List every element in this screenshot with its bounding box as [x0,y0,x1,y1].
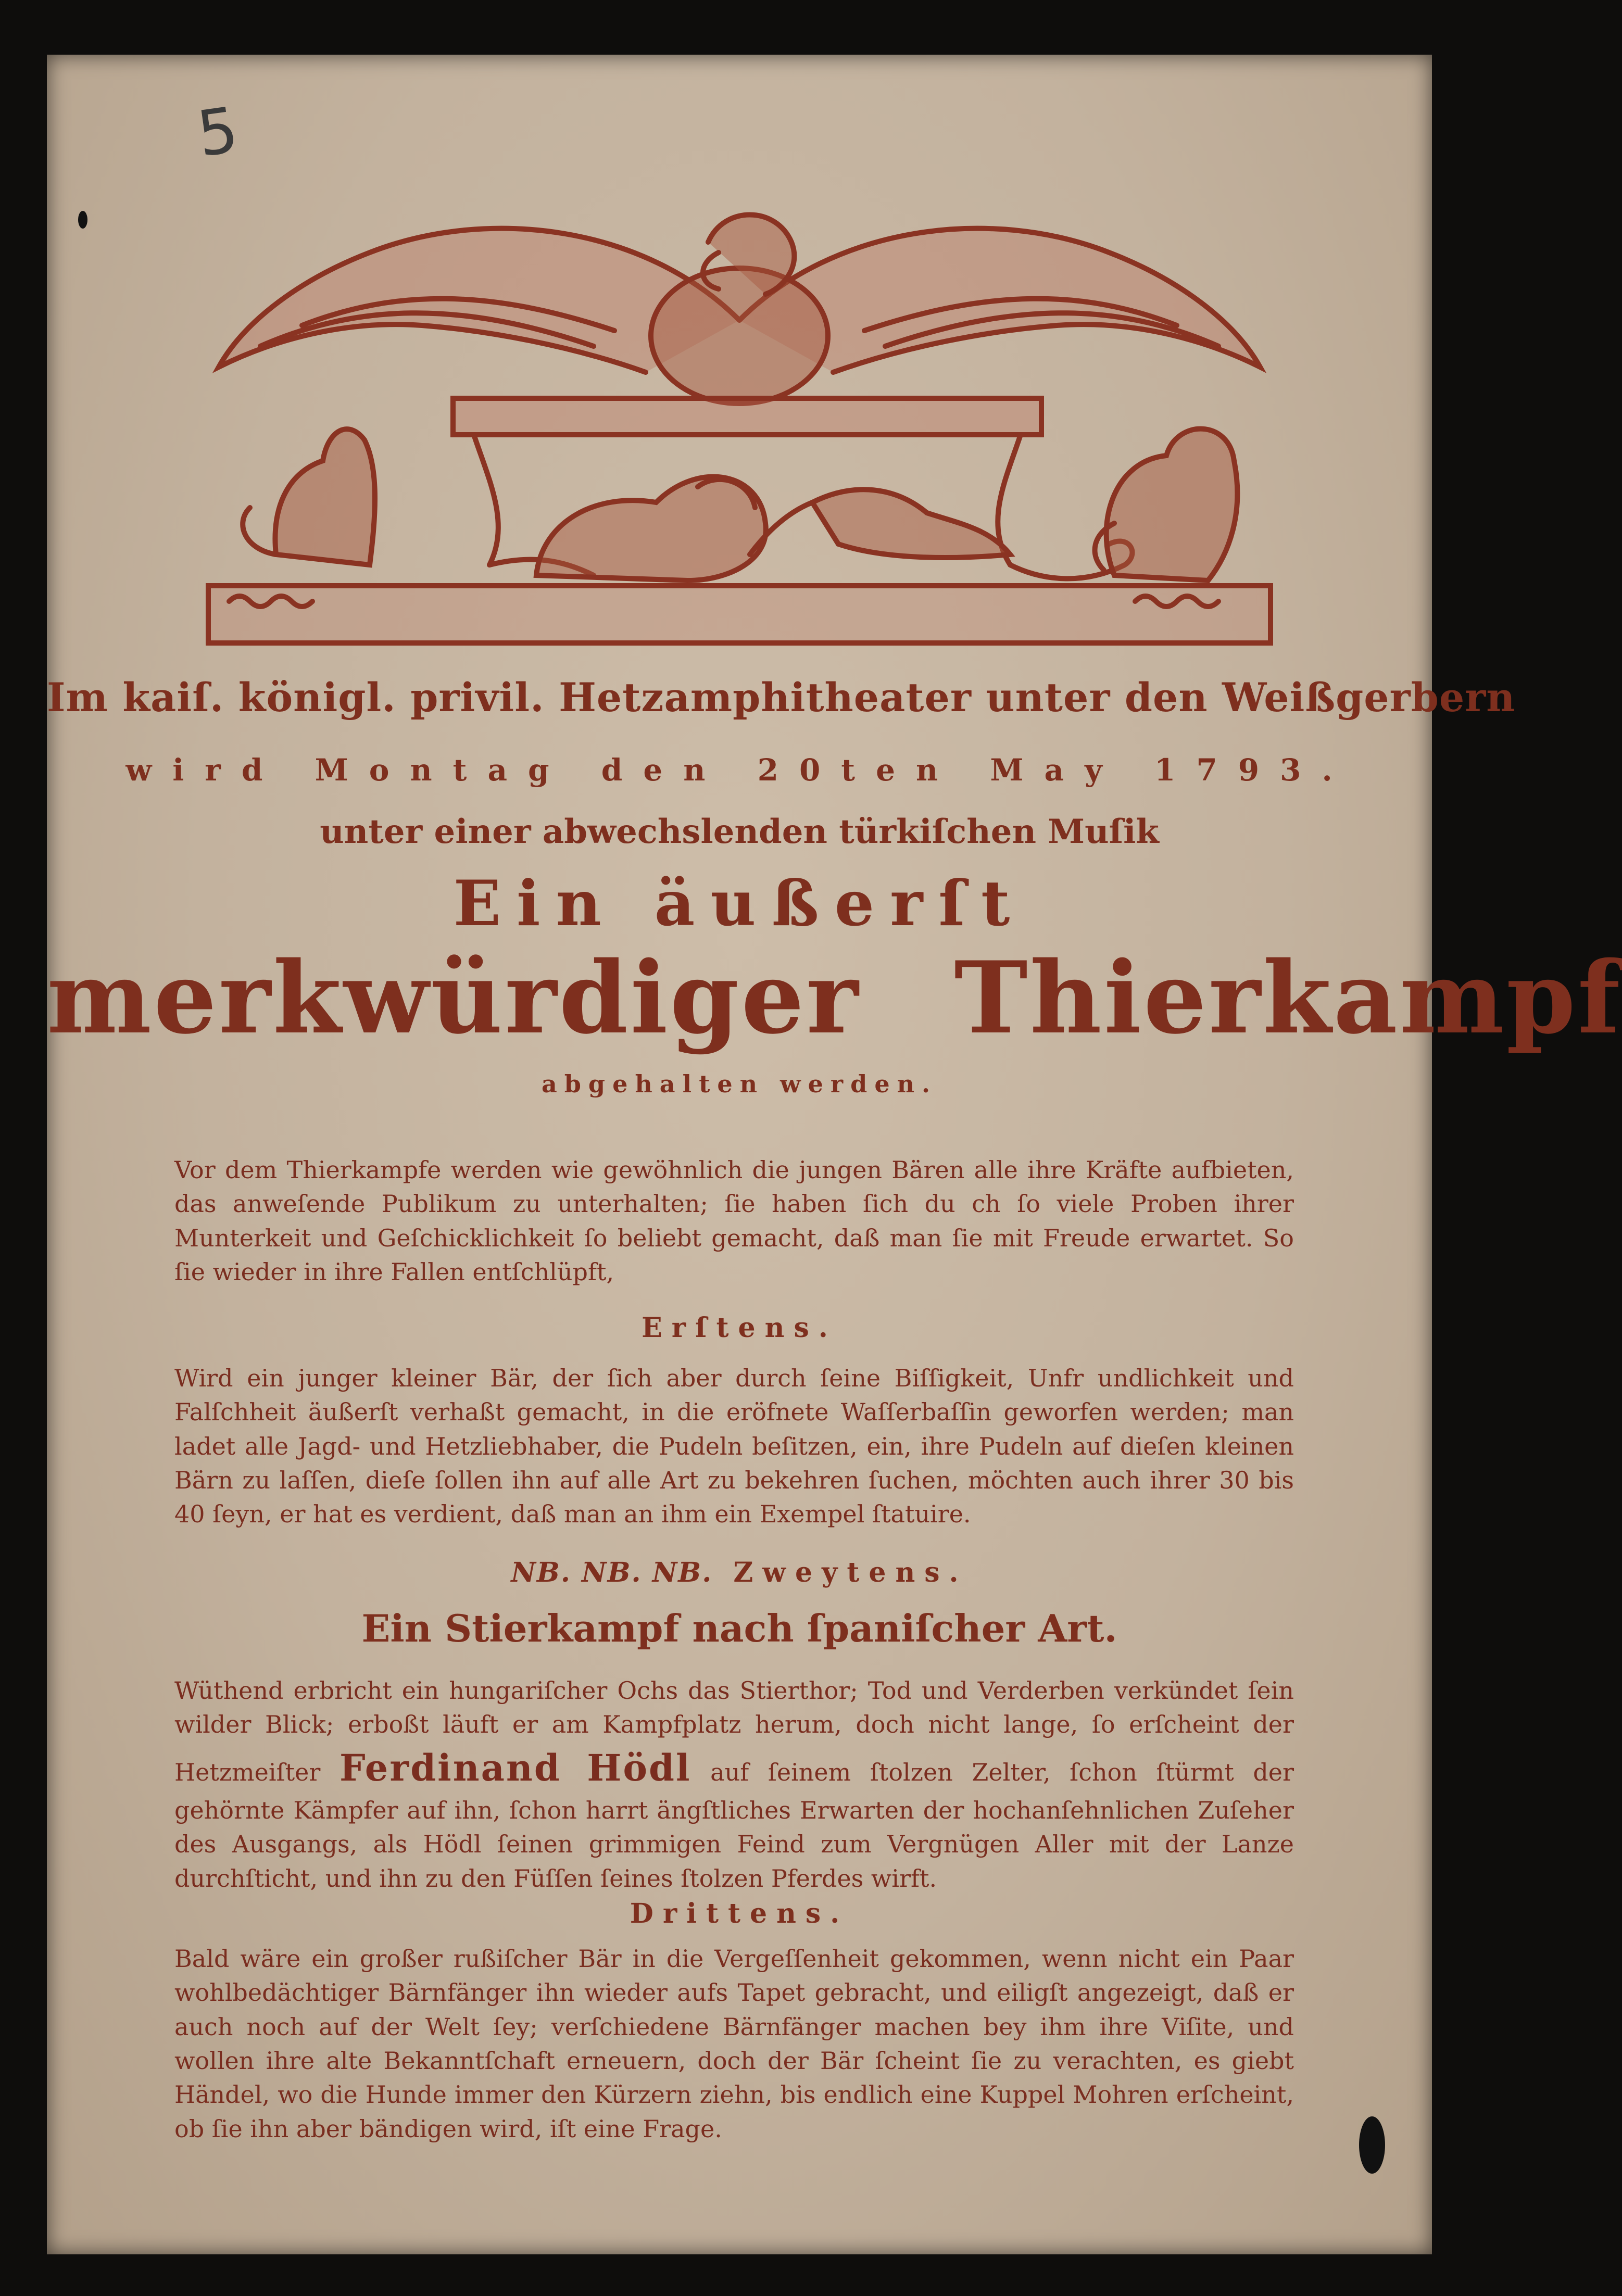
section-2-text-after: auf ſeinem ſtolzen Zelter, ſchon ſtürmt der gehörnte Kämpfer auf ihn, ſchon harrt ängſtliches Erwarten der hochanſehnlichen Zuſeher des Ausgangs, als Hödl ſeinen grimmigen Feind zum Vergnügen Aller mit der Lanze durchſticht, und ihn zu den Füſſen ſeines ſtolzen Pferdes wirft. [174,1758,1294,1893]
ink-blot [1359,2116,1385,2174]
woodcut-eagle-and-animals [198,148,1281,669]
section-2-subtitle: Ein Stierkampf nach ſpaniſcher Art. [361,1606,1117,1650]
heading-date: wird Montag den 20ten May 1793. [125,752,1353,788]
folio-number: 5 [193,94,243,171]
section-1-title: Erſtens. [642,1312,837,1344]
main-title-part-2: Thierkampf [954,940,1622,1056]
section-2-text-before: Wüthend erbricht ein hungariſcher Ochs das Stierthor; Tod und Verderben verkündet ſein wilder Blick; erboßt läuft er am Kampfplatz herum, doch nicht lange, ſo erſcheint der Hetzmeiſter [174,1676,1294,1786]
section-2-title: Zweytens. [733,1557,968,1588]
section-2-text [174,1674,1294,1896]
main-title-part-1: merkwürdiger [47,940,861,1056]
hetzmeister-name: Ferdinand Hödl [339,1746,691,1789]
nota-bene: NB. NB. NB. [511,1557,713,1588]
broadside-sheet [47,55,1622,2254]
nb-and-section-2-title [47,1557,1432,1588]
main-title [47,940,1622,1056]
heading-music: unter einer abwechslenden türkiſchen Muſik [320,812,1159,851]
heading-abgehalten: abgehalten werden. [541,1070,938,1098]
heading-venue: Im kaiſ. königl. privil. Hetzamphitheater unter den Weißgerbern [47,674,1516,721]
section-3-title: Drittens. [630,1898,849,1929]
section-3-text: Bald wäre ein großer rußiſcher Bär in die Vergeſſenheit gekommen, wenn nicht ein Paar wohlbedächtiger Bärnfänger ihn wieder aufs Tapet gebracht, und eiligſt angezeigt, daß er auch noch auf der Welt ſey; verſchiedene Bärnfänger machen bey ihm ihre Viſite, und wollen ihre alte Bekanntſchaft erneuern, doch der Bär ſcheint ſie zu verachten, es giebt Händel, wo die Hunde immer den Kürzern ziehn, bis endlich eine Kuppel Mohren erſcheint, ob ſie ihn aber bändigen wird, iſt eine Frage. [174,1945,1294,2143]
section-1-text: Wird ein junger kleiner Bär, der ſich aber durch ſeine Biſſigkeit, Unfr undlichkeit und Falſchheit äußerſt verhaßt gemacht, in die eröfnete Waſſerbaſſin geworfen werden; man ladet alle Jagd- und Hetzliebhaber, die Pudeln beſitzen, ein, ihre Pudeln auf dieſen kleinen Bärn zu laſſen, dieſe ſollen ihn auf alle Art zu bekehren ſuchen, möchten auch ihrer 30 bis 40 ſeyn, er hat es verdient, daß man an ihm ein Exempel ſtatuire. [174,1364,1294,1529]
heading-ein-ausserst: Ein äußerſt [453,867,1026,940]
intro-paragraph: Vor dem Thierkampfe werden wie gewöhnlich die jungen Bären alle ihre Kräfte aufbieten, das anweſende Publikum zu unterhalten; ſie haben ſich du ch ſo viele Proben ihrer Munterkeit und Geſchicklichkeit ſo beliebt gemacht, daß man ſie mit Freude erwartet. So ſie wieder in ihre Fallen entſchlüpft, [174,1156,1294,1286]
ink-spot [78,211,87,229]
